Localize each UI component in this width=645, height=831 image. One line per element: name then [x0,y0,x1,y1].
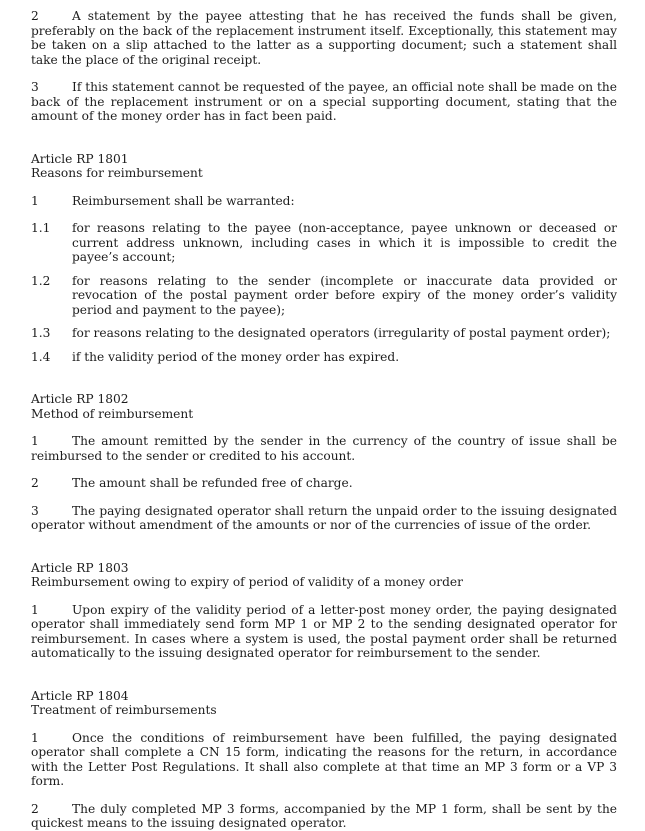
paragraph-number: 2 [31,801,39,816]
paragraph-text: A statement by the payee attesting that he has received the funds shall be given, preferably on the back of the replacement instrument itself. Exceptionally, this statement may be taken on a slip attached to the latter as a supporting document; such a statement shall take the place of the original receipt. [31,9,617,67]
paragraph-number: 3 [31,80,39,94]
article-heading [31,561,617,590]
article-heading [31,689,617,718]
list-item [31,326,617,341]
paragraph [31,194,617,209]
article-title: Treatment of reimbursements [31,703,217,717]
paragraph-number: 2 [31,9,39,23]
list-item-text: for reasons relating to the payee (non-acceptance, payee unknown or deceased or current address unknown, including cases in which it is impossible to credit the payee’s account; [72,221,617,264]
paragraph-number: 2 [31,476,39,490]
list-item-text: for reasons relating to the designated operators (irregularity of postal payment order); [72,326,611,340]
paragraph [31,504,617,533]
list-item-number: 1.1 [31,221,51,235]
article-heading [31,152,617,181]
list-item-number: 1.3 [31,326,51,340]
paragraph-text: Upon expiry of the validity period of a letter-post money order, the paying designated operator shall immediately send form MP 1 or MP 2 to the sending designated operator for reimbursement. In cases where a system is used, the postal payment order shall be returned automatically to the issuing designated operator for reimbursement to the sender. [31,602,617,660]
paragraph [31,603,617,661]
article-number: Article RP 1801 [31,151,129,166]
article-title: Reimbursement owing to expiry of period of validity of a money order [31,575,463,589]
paragraph-number: 1 [31,193,39,208]
paragraph-number: 1 [31,602,39,617]
paragraph-text: The duly completed MP 3 forms, accompanied by the MP 1 form, shall be sent by the quickest means to the issuing designated operator. [31,801,617,830]
article-heading [31,392,617,421]
list-item [31,221,617,265]
list-item-text: for reasons relating to the sender (incomplete or inaccurate data provided or revocation of the postal payment order before expiry of the money order’s validity period and payment to the payee); [72,273,617,317]
paragraph-text: The paying designated operator shall return the unpaid order to the issuing designated operator without amendment of the amounts or nor of the currencies of issue of the order. [31,503,617,532]
article-title: Reasons for reimbursement [31,166,203,180]
list-item-number: 1.2 [31,273,51,288]
paragraph [31,9,617,67]
article-number: Article RP 1803 [31,560,129,575]
paragraph-text: The amount shall be refunded free of charge. [72,476,353,490]
paragraph-number: 1 [31,434,39,448]
list-item-text: if the validity period of the money order has expired. [72,349,400,364]
paragraph [31,731,617,789]
paragraph-text: The amount remitted by the sender in the currency of the country of issue shall be reimbursed to the sender or credited to his account. [31,434,617,463]
list-item [31,350,617,365]
article-title: Method of reimbursement [31,406,194,421]
paragraph [31,434,617,463]
article-number: Article RP 1804 [31,688,129,703]
paragraph [31,476,617,491]
paragraph [31,802,617,831]
article-number: Article RP 1802 [31,392,129,406]
list-item [31,274,617,318]
paragraph-number: 1 [31,730,39,745]
list-item-number: 1.4 [31,349,51,364]
paragraph-text: If this statement cannot be requested of the payee, an official note shall be made on the back of the replacement instrument or on a special supporting document, stating that the amount of the money order has in fact been paid. [31,80,617,123]
paragraph-text: Once the conditions of reimbursement have been fulfilled, the paying designated operator shall complete a CN 15 form, indicating the reasons for the return, in accordance with the Letter Post Regulations. It shall also complete at that time an MP 3 form or a VP 3 form. [31,730,617,788]
paragraph-text: Reimbursement shall be warranted: [72,193,295,208]
paragraph [31,80,617,124]
paragraph-number: 3 [31,503,39,518]
